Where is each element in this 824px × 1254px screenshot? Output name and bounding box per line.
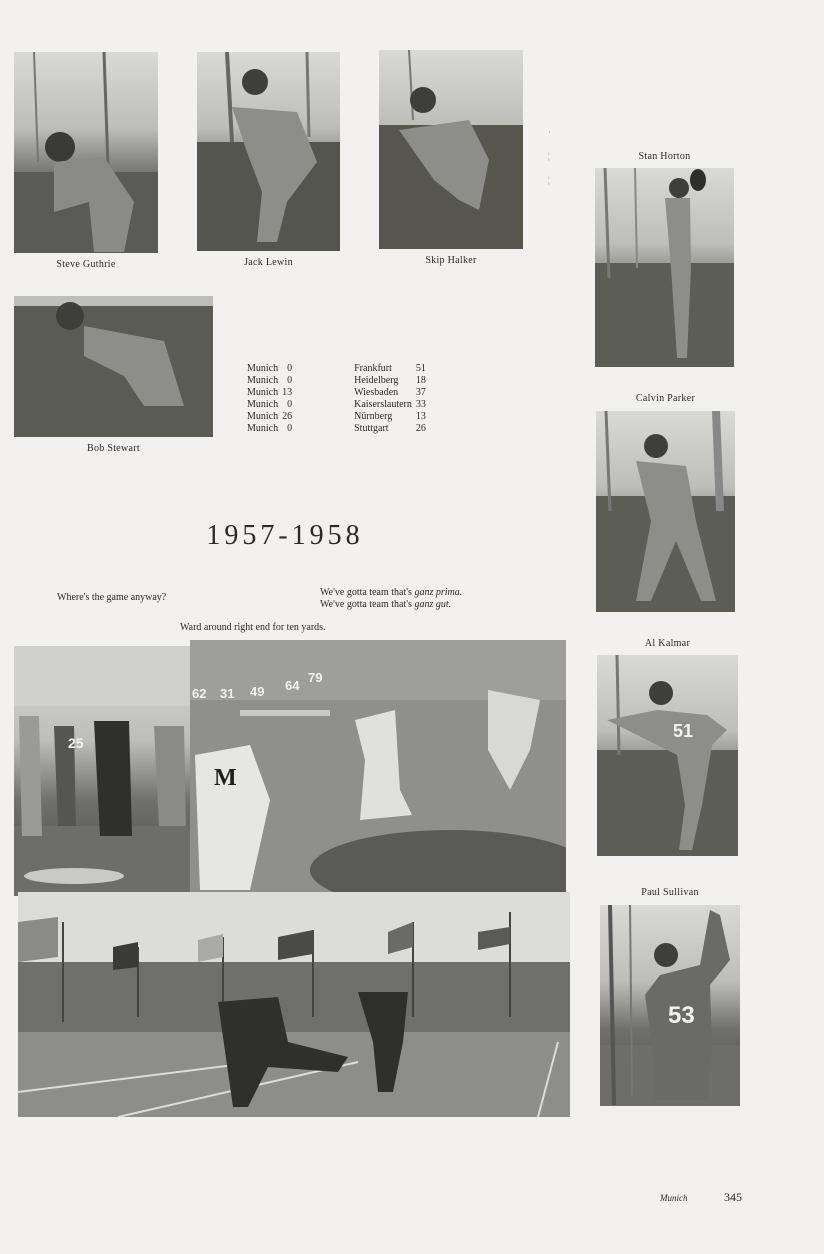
opponent-score: 33	[415, 399, 426, 410]
photo-cheerleaders	[190, 640, 566, 892]
home-score: 13	[282, 387, 293, 398]
photo-calvin-parker	[596, 411, 735, 612]
score-row	[247, 423, 432, 435]
caption-steve-guthrie: Steve Guthrie	[56, 259, 116, 270]
photo-game-action	[18, 892, 570, 1117]
opponent-score: 26	[415, 423, 426, 434]
quote-team-prima	[320, 587, 462, 598]
photo-jack-lewin	[197, 52, 340, 251]
caption-stan-horton: Stan Horton	[638, 151, 691, 162]
photo-paul-sullivan	[600, 905, 740, 1106]
opponent-team: Heidelberg	[354, 375, 399, 386]
home-score: 26	[282, 411, 293, 422]
quote-ward-run: Ward around right end for ten yards.	[180, 622, 326, 633]
caption-jack-lewin: Jack Lewin	[244, 257, 293, 268]
jersey-number-51: 51	[673, 721, 694, 741]
photo-sideline-crowd	[14, 646, 190, 896]
footer-place: Munich	[660, 1193, 688, 1203]
bench-jersey-79: 79	[308, 670, 323, 685]
caption-bob-stewart: Bob Stewart	[86, 443, 141, 454]
home-team: Munich	[247, 423, 279, 434]
bench-jersey-49: 49	[250, 684, 265, 699]
home-score: 0	[287, 399, 293, 410]
score-row	[247, 363, 432, 375]
quote-team-gut	[320, 599, 451, 610]
home-score: 0	[287, 375, 293, 386]
quote-team-gut-text: We've gotta team that's	[320, 599, 415, 610]
quote-team-prima-emph: ganz prima.	[414, 587, 463, 598]
photo-steve-guthrie	[14, 52, 158, 253]
photo-stan-horton	[595, 168, 734, 367]
photo-bob-stewart	[14, 296, 213, 437]
season-scores-table	[247, 363, 432, 435]
opponent-score: 13	[415, 411, 426, 422]
home-team: Munich	[247, 399, 279, 410]
season-title: 1957-1958	[206, 520, 364, 551]
score-row	[247, 375, 432, 387]
printing-marks: · ¦ ¦	[548, 127, 551, 185]
score-row	[247, 411, 432, 423]
home-score: 0	[287, 423, 293, 434]
bench-jersey-31: 31	[220, 686, 235, 701]
score-row	[247, 387, 432, 399]
bench-jersey-64: 64	[285, 678, 300, 693]
bench-jersey-62: 62	[192, 686, 207, 701]
home-team: Munich	[247, 411, 279, 422]
caption-calvin-parker: Calvin Parker	[635, 393, 696, 404]
opponent-team: Wiesbaden	[354, 387, 399, 398]
opponent-team: Frankfurt	[354, 363, 392, 374]
home-team: Munich	[247, 387, 279, 398]
home-team: Munich	[247, 375, 279, 386]
photo-al-kalmar	[597, 655, 738, 856]
jersey-number-53: 53	[668, 1002, 695, 1029]
opponent-score: 51	[415, 363, 426, 374]
opponent-score: 18	[415, 375, 426, 386]
quote-team-prima-text: We've gotta team that's	[320, 587, 415, 598]
score-row	[247, 399, 432, 411]
home-score: 0	[287, 363, 293, 374]
photo-skip-halker	[379, 50, 523, 249]
quote-team-gut-emph: ganz gut.	[414, 599, 452, 610]
opponent-team: Kaiserslautern	[354, 399, 412, 410]
opponent-score: 37	[415, 387, 426, 398]
caption-paul-sullivan: Paul Sullivan	[641, 887, 699, 898]
opponent-team: Nürnberg	[354, 411, 393, 422]
quote-where-game: Where's the game anyway?	[57, 592, 167, 603]
caption-al-kalmar: Al Kalmar	[644, 638, 691, 649]
opponent-team: Stuttgart	[354, 423, 389, 434]
cheer-letter-m: M	[214, 765, 237, 791]
caption-skip-halker: Skip Halker	[425, 255, 477, 266]
page-number: 345	[724, 1190, 742, 1204]
home-team: Munich	[247, 363, 279, 374]
jersey-number-25: 25	[68, 735, 84, 751]
